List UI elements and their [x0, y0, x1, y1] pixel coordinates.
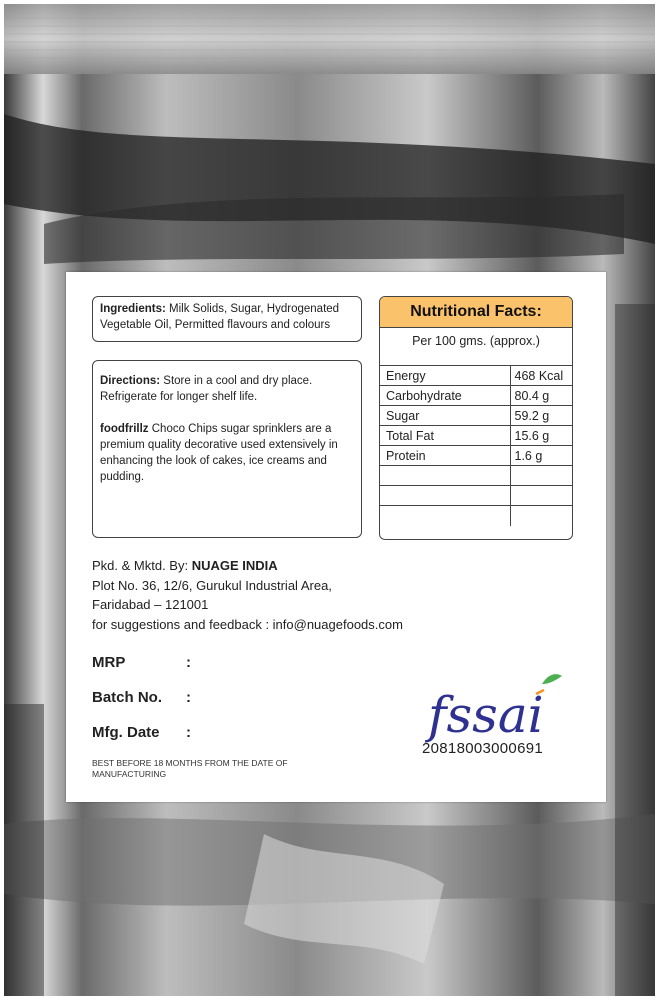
nutrition-facts-box	[379, 296, 573, 540]
nutrient-name: Carbohydrate	[380, 386, 510, 406]
nutrition-row	[380, 486, 572, 506]
nutrient-name	[380, 466, 510, 486]
nutrition-row	[380, 466, 572, 486]
nutrition-table	[380, 365, 572, 526]
nutrient-value: 59.2 g	[510, 406, 572, 426]
fssai-license-number: 20818003000691	[422, 740, 543, 757]
batch-label: Batch No.	[92, 689, 163, 706]
nutrient-name: Protein	[380, 446, 510, 466]
nutrition-subtitle: Per 100 gms. (approx.)	[412, 334, 540, 348]
fssai-logo-text: fssai	[428, 686, 544, 744]
mfg-date-colon: :	[186, 724, 191, 741]
nutrient-value: 80.4 g	[510, 386, 572, 406]
product-description: Choco Chips sugar sprinklers are a premium quality decorative used extensively in enhancing the look of cakes, ice creams and pudding.	[100, 423, 338, 483]
address-line-1: Plot No. 36, 12/6, Gurukul Industrial Area,	[92, 577, 332, 593]
directions-box	[92, 360, 362, 538]
brand-name: foodfrillz	[100, 423, 149, 435]
nutrition-row	[380, 426, 572, 446]
directions-text: Store in a cool and dry place. Refrigerate for longer shelf life.	[100, 375, 313, 403]
nutrition-row	[380, 406, 572, 426]
address-line-2: Faridabad – 121001	[92, 597, 209, 612]
mfg-date-field	[92, 724, 191, 741]
mrp-label: MRP	[92, 654, 126, 671]
nutrient-value: 1.6 g	[510, 446, 572, 466]
feedback-line: for suggestions and feedback : info@nuagefoods.com	[92, 616, 403, 632]
nutrient-value	[510, 506, 572, 526]
nutrition-row	[380, 366, 572, 386]
batch-field	[92, 689, 191, 706]
nutrient-value	[510, 466, 572, 486]
ingredients-text: Milk Solids, Sugar, Hydrogenated Vegetable Oil, Permitted flavours and colours	[100, 303, 340, 331]
batch-colon: :	[186, 689, 191, 706]
ingredients-box	[92, 296, 362, 342]
mfg-date-label: Mfg. Date	[92, 724, 160, 741]
nutrient-value: 468 Kcal	[510, 366, 572, 386]
nutrient-name: Energy	[380, 366, 510, 386]
nutrition-row	[380, 446, 572, 466]
nutrient-name	[380, 486, 510, 506]
nutrition-row	[380, 386, 572, 406]
manufacturer-name: NUAGE INDIA	[191, 558, 278, 573]
best-before-note: BEST BEFORE 18 MONTHS FROM THE DATE OF MANUFACTURING	[92, 758, 288, 779]
nutrient-value	[510, 486, 572, 506]
mrp-colon: :	[186, 654, 191, 671]
nutrition-title: Nutritional Facts:	[380, 297, 572, 328]
nutrient-value: 15.6 g	[510, 426, 572, 446]
nutrient-name: Sugar	[380, 406, 510, 426]
fssai-logo-icon	[424, 670, 564, 745]
manufacturer-info	[92, 556, 403, 634]
packed-by-label: Pkd. & Mktd. By:	[92, 558, 189, 573]
directions-label: Directions:	[100, 375, 161, 387]
nutrient-name: Total Fat	[380, 426, 510, 446]
product-back-label	[66, 272, 606, 802]
nutrition-row	[380, 506, 572, 526]
nutrient-name	[380, 506, 510, 526]
ingredients-label: Ingredients:	[100, 303, 166, 315]
mrp-field	[92, 654, 191, 671]
